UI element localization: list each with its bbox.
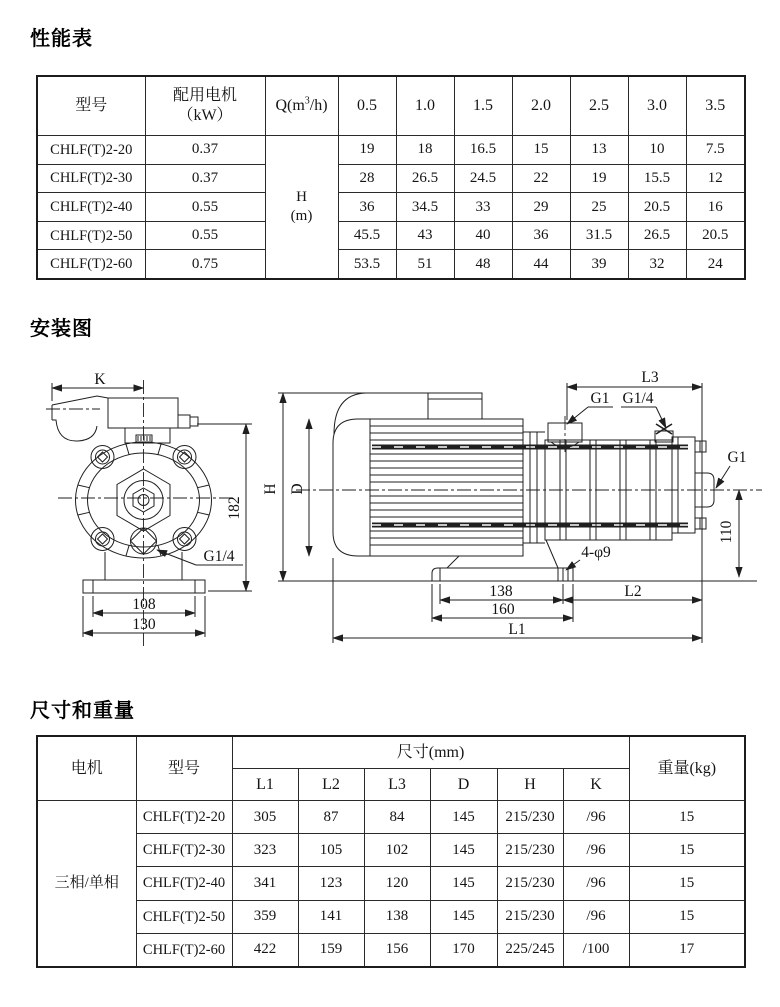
col-header-weight: 重量(kg) <box>629 736 745 801</box>
value-cell: 215/230 <box>497 900 563 933</box>
flow-value-header: 3.0 <box>628 76 686 136</box>
weight-cell: 15 <box>629 900 745 933</box>
model-cell: CHLF(T)2-50 <box>136 900 232 933</box>
dimensions-table <box>36 735 746 968</box>
size-col-header: L1 <box>232 769 298 801</box>
value-cell: 215/230 <box>497 801 563 834</box>
head-value: 32 <box>628 250 686 279</box>
table-row <box>37 900 745 933</box>
model-cell: CHLF(T)2-60 <box>37 250 145 279</box>
head-value: 20.5 <box>628 193 686 222</box>
svg-text:4-φ9: 4-φ9 <box>581 544 611 561</box>
table-row <box>37 867 745 900</box>
weight-cell: 15 <box>629 834 745 867</box>
svg-text:160: 160 <box>491 601 515 618</box>
pump-side-view <box>262 369 762 643</box>
head-value: 13 <box>570 136 628 165</box>
weight-cell: 17 <box>629 933 745 967</box>
value-cell: 145 <box>430 900 497 933</box>
head-value: 39 <box>570 250 628 279</box>
value-cell: 145 <box>430 801 497 834</box>
bolt-holes-label <box>566 544 611 570</box>
svg-text:138: 138 <box>489 583 513 600</box>
svg-text:G1/4: G1/4 <box>622 390 654 407</box>
weight-cell: 15 <box>629 801 745 834</box>
head-value: 19 <box>338 136 396 165</box>
drain-port-label: G1/4 <box>203 548 235 565</box>
head-value: 10 <box>628 136 686 165</box>
value-cell: 422 <box>232 933 298 967</box>
table-row <box>37 834 745 867</box>
value-cell: 120 <box>364 867 430 900</box>
dimension-182 <box>197 424 252 591</box>
svg-text:G1: G1 <box>590 390 610 407</box>
size-col-header: H <box>497 769 563 801</box>
motor-header-line1: 配用电机 <box>172 87 237 104</box>
dimensions-header-row <box>37 736 745 769</box>
dimension-110 <box>718 490 739 577</box>
dimension-d <box>289 419 309 556</box>
head-value: 40 <box>454 221 512 250</box>
head-value: 51 <box>396 250 454 279</box>
col-header-flow <box>265 76 338 136</box>
value-cell: 102 <box>364 834 430 867</box>
svg-text:H: H <box>262 483 279 495</box>
performance-table <box>36 75 746 280</box>
table-row <box>37 221 745 250</box>
svg-text:K: K <box>94 371 106 388</box>
flow-header-sup: 3 <box>304 95 310 107</box>
head-unit-line1: H <box>296 189 307 206</box>
head-value: 25 <box>570 193 628 222</box>
svg-text:110: 110 <box>718 520 735 544</box>
table-row <box>37 136 745 165</box>
side-base <box>432 540 573 581</box>
power-cell: 0.55 <box>145 193 265 222</box>
model-cell: CHLF(T)2-60 <box>136 933 232 967</box>
head-value: 26.5 <box>628 221 686 250</box>
performance-header-row <box>37 76 745 136</box>
svg-text:130: 130 <box>132 616 156 633</box>
head-value: 53.5 <box>338 250 396 279</box>
flow-value-header: 3.5 <box>686 76 745 136</box>
head-value: 7.5 <box>686 136 745 165</box>
head-value: 15.5 <box>628 164 686 193</box>
motor-type-cell: 三相/单相 <box>37 801 136 967</box>
motor-header-line2: （kW） <box>177 107 233 124</box>
value-cell: 159 <box>298 933 364 967</box>
head-value: 24 <box>686 250 745 279</box>
col-header-motor <box>145 76 265 136</box>
svg-text:G1: G1 <box>727 449 747 466</box>
value-cell: /100 <box>563 933 629 967</box>
head-unit-cell <box>265 136 338 279</box>
head-value: 31.5 <box>570 221 628 250</box>
flow-value-header: 2.0 <box>512 76 570 136</box>
dimension-l2 <box>563 583 702 600</box>
value-cell: 87 <box>298 801 364 834</box>
value-cell: 359 <box>232 900 298 933</box>
head-value: 16.5 <box>454 136 512 165</box>
col-header-motor: 电机 <box>37 736 136 801</box>
svg-text:L2: L2 <box>624 583 642 600</box>
section-title-performance: 性能表 <box>30 28 93 50</box>
end-flange <box>672 437 695 533</box>
head-value: 18 <box>396 136 454 165</box>
power-cell: 0.55 <box>145 221 265 250</box>
power-cell: 0.75 <box>145 250 265 279</box>
flow-value-header: 1.0 <box>396 76 454 136</box>
svg-text:108: 108 <box>132 596 156 613</box>
svg-text:182: 182 <box>226 496 243 520</box>
dimension-h <box>262 393 283 581</box>
head-value: 45.5 <box>338 221 396 250</box>
value-cell: 138 <box>364 900 430 933</box>
model-cell: CHLF(T)2-40 <box>136 867 232 900</box>
svg-text:L1: L1 <box>508 621 526 638</box>
head-value: 15 <box>512 136 570 165</box>
section-title-dimensions: 尺寸和重量 <box>30 700 135 722</box>
table-row <box>37 250 745 279</box>
head-value: 22 <box>512 164 570 193</box>
table-row <box>37 193 745 222</box>
head-value: 20.5 <box>686 221 745 250</box>
value-cell: 323 <box>232 834 298 867</box>
svg-text:D: D <box>289 483 306 495</box>
discharge-port-label <box>567 390 613 424</box>
head-value: 19 <box>570 164 628 193</box>
weight-cell: 15 <box>629 867 745 900</box>
value-cell: 170 <box>430 933 497 967</box>
vent-label <box>621 390 666 428</box>
installation-drawing <box>0 360 780 665</box>
dimension-108 <box>93 596 195 617</box>
power-cell: 0.37 <box>145 136 265 165</box>
flow-header-prefix: Q(m <box>275 97 305 114</box>
value-cell: 215/230 <box>497 867 563 900</box>
value-cell: 341 <box>232 867 298 900</box>
motor-end-silhouette <box>52 396 198 443</box>
head-value: 44 <box>512 250 570 279</box>
size-col-header: L2 <box>298 769 364 801</box>
vent-plug <box>655 424 673 442</box>
value-cell: /96 <box>563 867 629 900</box>
svg-text:L3: L3 <box>641 369 659 386</box>
head-value: 34.5 <box>396 193 454 222</box>
head-value: 33 <box>454 193 512 222</box>
head-unit-line2: (m) <box>290 207 313 224</box>
head-value: 24.5 <box>454 164 512 193</box>
size-col-header: K <box>563 769 629 801</box>
table-row <box>37 933 745 967</box>
table-row <box>37 164 745 193</box>
model-cell: CHLF(T)2-20 <box>136 801 232 834</box>
section-title-installation: 安装图 <box>30 318 93 340</box>
head-value: 36 <box>338 193 396 222</box>
suction-port-label <box>716 449 746 488</box>
value-cell: 145 <box>430 834 497 867</box>
value-cell: 145 <box>430 867 497 900</box>
terminal-box <box>428 393 482 419</box>
value-cell: 215/230 <box>497 834 563 867</box>
flow-header-suffix: /h) <box>309 97 328 114</box>
flow-value-header: 2.5 <box>570 76 628 136</box>
head-value: 43 <box>396 221 454 250</box>
head-value: 29 <box>512 193 570 222</box>
value-cell: /96 <box>563 834 629 867</box>
head-value: 28 <box>338 164 396 193</box>
value-cell: 84 <box>364 801 430 834</box>
size-col-header: D <box>430 769 497 801</box>
model-cell: CHLF(T)2-30 <box>136 834 232 867</box>
dimension-l3 <box>567 369 702 643</box>
head-value: 26.5 <box>396 164 454 193</box>
head-value: 48 <box>454 250 512 279</box>
col-header-model: 型号 <box>136 736 232 801</box>
value-cell: 156 <box>364 933 430 967</box>
value-cell: /96 <box>563 801 629 834</box>
head-value: 16 <box>686 193 745 222</box>
pump-front-view <box>46 371 252 646</box>
model-cell: CHLF(T)2-20 <box>37 136 145 165</box>
flow-value-header: 1.5 <box>454 76 512 136</box>
model-cell: CHLF(T)2-40 <box>37 193 145 222</box>
head-value: 36 <box>512 221 570 250</box>
model-cell: CHLF(T)2-30 <box>37 164 145 193</box>
model-cell: CHLF(T)2-50 <box>37 221 145 250</box>
size-col-header: L3 <box>364 769 430 801</box>
value-cell: /96 <box>563 900 629 933</box>
value-cell: 123 <box>298 867 364 900</box>
value-cell: 105 <box>298 834 364 867</box>
motor-body <box>333 393 523 556</box>
col-header-model: 型号 <box>37 76 145 136</box>
head-value: 12 <box>686 164 745 193</box>
power-cell: 0.37 <box>145 164 265 193</box>
col-header-size-group: 尺寸(mm) <box>232 736 629 769</box>
flow-value-header: 0.5 <box>338 76 396 136</box>
value-cell: 225/245 <box>497 933 563 967</box>
value-cell: 141 <box>298 900 364 933</box>
table-row <box>37 801 745 834</box>
value-cell: 305 <box>232 801 298 834</box>
